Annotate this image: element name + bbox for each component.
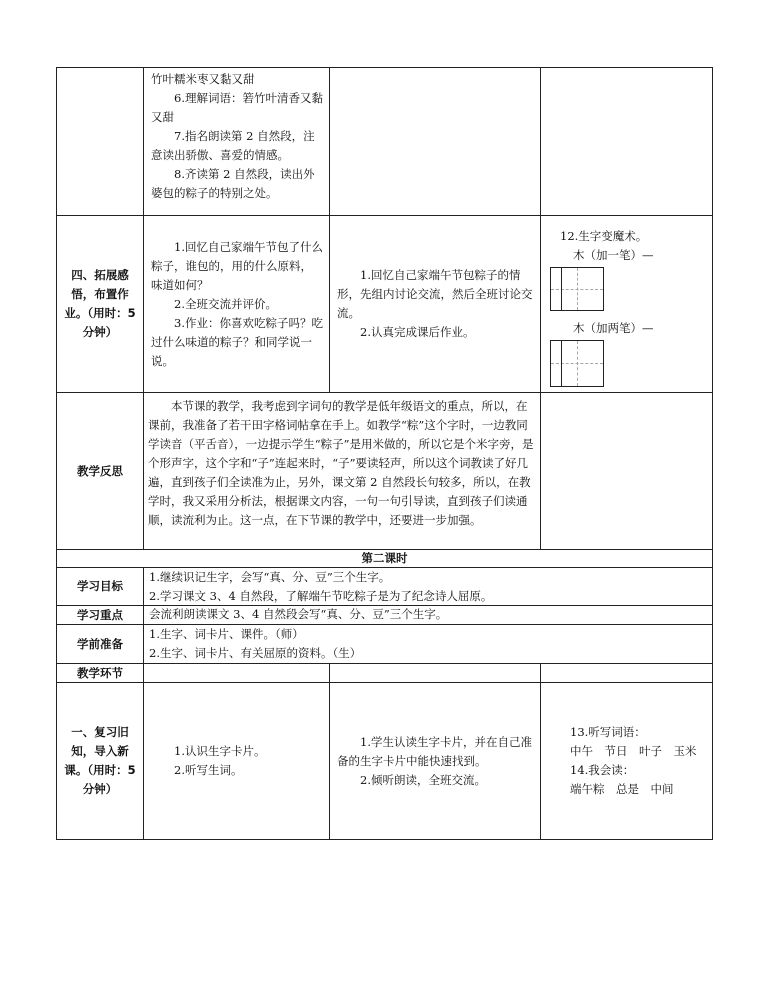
board-item-1: 木（加一笔）—	[573, 248, 654, 262]
reflection-text: 本节课的教学，我考虑到字词句的教学是低年级语文的重点，所以，在课前，我准备了若干田字格词帖拿在手上。如教学“粽”这个字时，一边教同学读音（平舌音），一边提示学生“粽子”是用米做的，所以它是个米字旁，是个形声字，这个字和“子”连起来时，“子”要读轻声，所以这个词教读了好几遍，直到孩子们全读准为止，另外，课文第 2 自然段长句较多，所以，在教学时，我又采用分析法，根据课文内容，一句一句引导读，直到孩子们读通顺，读流利为止。这一点，在下节课的教学中，还要进一步加强。	[148, 399, 534, 527]
extension-student-0: 1.回忆自己家端午节包粽子的情形，先组内讨论交流，然后全班讨论交流。	[337, 268, 533, 320]
writing-grid-1-vline	[577, 268, 578, 310]
review-teacher-1: 2.听写生词。	[174, 763, 243, 777]
review-student-0: 1.学生认读生字卡片，并在自己准备的生字卡片中能快速找到。	[337, 734, 532, 768]
teacher-line-2: 7.指名朗读第 2 自然段，注意读出骄傲、喜爱的情感。	[151, 129, 315, 162]
rule-left	[56, 67, 57, 840]
teacher-line-3: 8.齐读第 2 自然段，读出外婆包的粽子的特别之处。	[151, 167, 315, 200]
focus-label-cell	[57, 606, 143, 624]
goal-0: 1.继续识记生字，会写“真、分、豆”三个生字。	[149, 570, 391, 584]
goals-label-cell	[57, 568, 143, 605]
extension-teacher-cell	[151, 216, 323, 392]
rule-col3-lower	[540, 663, 541, 840]
review-teacher-0: 1.认识生字卡片。	[174, 744, 266, 758]
review-board-1: 中午 节日 叶子 玉米	[570, 744, 697, 758]
review-student-cell	[337, 683, 535, 839]
rule-2	[56, 392, 713, 393]
rule-col2-lower	[329, 663, 330, 840]
review-board-cell	[547, 683, 707, 839]
rule-col3-upper	[540, 67, 541, 550]
second-lesson-title-cell	[57, 549, 712, 567]
goal-1: 2.学习课文 3、4 自然段，了解端午节吃粽子是为了纪念诗人屈原。	[149, 589, 493, 603]
rule-top	[56, 67, 713, 68]
rule-right	[712, 67, 713, 840]
rule-col2-upper	[329, 67, 330, 393]
teacher-line-1: 6.理解词语：箬竹叶清香又黏又甜	[151, 91, 323, 124]
reflection-text-cell	[148, 397, 535, 530]
extension-student-cell	[337, 216, 535, 392]
extension-teacher-0: 1.回忆自己家端午节包了什么粽子，谁包的，用的什么原料，味道如何？	[151, 239, 323, 292]
rule-bottom	[56, 839, 713, 840]
prep-1: 2.生字、词卡片、有关屈原的资料。（生）	[149, 646, 362, 660]
goals-label: 学习目标	[77, 579, 123, 593]
steps-label: 教学环节	[77, 665, 123, 680]
review-student-1: 2.倾听朗读，全班交流。	[360, 772, 486, 787]
prep-label: 学前准备	[77, 636, 123, 651]
second-lesson-title: 第二课时	[361, 550, 408, 565]
extension-student-1: 2.认真完成课后作业。	[360, 325, 475, 339]
board-item-2: 木（加两笔）—	[573, 321, 654, 335]
rule-col1-lower	[143, 567, 144, 840]
review-label: 一、复习旧知，导入新课。（用时：5 分钟）	[64, 725, 136, 796]
rule-7	[56, 663, 713, 664]
review-teacher-cell	[151, 683, 323, 839]
steps-label-cell	[57, 664, 143, 682]
teacher-line-0: 竹叶糯米枣又黏又甜	[151, 72, 255, 86]
writing-grid-2-vline	[577, 341, 578, 386]
extension-label: 四、拓展感悟，布置作业。（用时：5 分钟）	[64, 268, 136, 339]
prep-cell	[149, 625, 709, 663]
focus-label: 学习重点	[77, 607, 123, 622]
reflection-label: 教学反思	[77, 463, 123, 478]
rule-col1-upper	[143, 67, 144, 550]
review-board-3: 端午粽 总是 中间	[570, 782, 674, 796]
writing-grid-2-divider	[561, 340, 562, 387]
writing-grid-1-divider	[561, 267, 562, 311]
extension-teacher-1: 2.全班交流并评价。	[174, 296, 277, 311]
review-board-0: 13.听写词语：	[570, 725, 646, 739]
reflection-label-cell	[62, 393, 138, 549]
review-board-2: 14.我会读：	[570, 763, 635, 777]
top-teacher-cell	[151, 70, 323, 203]
extension-teacher-2: 3.作业：你喜欢吃粽子吗？吃过什么味道的粽子？和同学说一说。	[151, 315, 323, 368]
extension-label-cell	[62, 216, 138, 392]
prep-label-cell	[57, 625, 143, 663]
prep-0: 1.生字、词卡片、课件。（师）	[149, 627, 304, 641]
review-label-cell	[62, 683, 138, 839]
focus-text: 会流利朗读课文 3、4 自然段会写“真、分、豆”三个生字。	[149, 607, 448, 621]
board-title: 12.生字变魔术。	[560, 229, 648, 243]
goals-cell	[149, 568, 709, 606]
